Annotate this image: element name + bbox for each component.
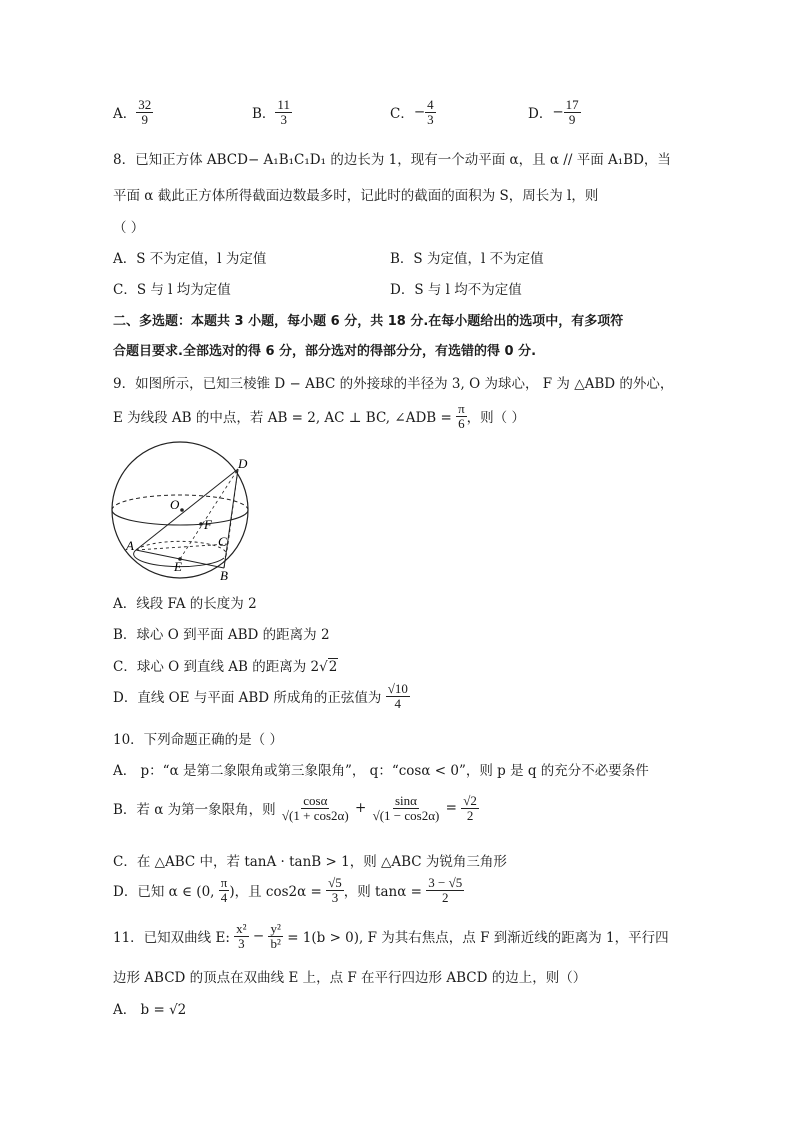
q8-stem-line2: 平面 α 截此正方体所得截面边数最多时，记此时的截面的面积为 S，周长为 l，则: [113, 188, 599, 204]
q9-option-b: B．球心 O 到平面 ABD 的距离为 2: [113, 627, 330, 643]
q7-option-d-fraction: $\frac{17}{9}$: [565, 97, 579, 127]
q11-stem-line1: 11．已知双曲线 E: $\frac{\text{x²}}{3}$ − $\frac{\text{y²}}{\text{b²}}$ = 1(b > 0), F 为其右焦点，点 F 到渐近线的距离为 1，平行四: [113, 921, 669, 951]
q7-option-a-label: A．: [113, 106, 137, 123]
q8-answer-paren: （ ）: [113, 220, 145, 236]
q11-option-a: A． b = √2: [113, 1002, 187, 1018]
q9-option-a: A．线段 FA 的长度为 2: [113, 596, 257, 612]
q7-option-a: [113, 98, 153, 126]
q7-option-c-fraction: $\frac{4}{3}$: [427, 97, 434, 127]
q10-option-b: B．若 α 为第一象限角，则 $\frac{\cos\alpha}{√(1 + \cos 2\alpha)}$ + $\frac{\sin\alpha}{√(1 - \cos 2\alpha)}$ = $\frac{√2}{2}$: [113, 793, 477, 823]
q7-option-b: B． $\frac{11}{3}$: [252, 97, 290, 127]
q10-stem: 10．下列命题正确的是（ ）: [113, 732, 283, 748]
q8-option-b: B．S 为定值，l 不为定值: [390, 251, 544, 267]
fig-label-a: A: [126, 538, 134, 553]
fig-label-c: C: [218, 534, 227, 549]
q9-option-c: C．球心 O 到直线 AB 的距离为 2√2: [113, 659, 338, 675]
q7-option-b-fraction: $\frac{11}{3}$: [277, 97, 290, 127]
q9-sphere-figure: [110, 440, 260, 585]
q10-b-fraction-2: $\frac{\sin\alpha}{√(1 - \cos 2\alpha)}$: [372, 793, 440, 823]
q8-stem-line1: 8．已知正方体 ABCD− A₁B₁C₁D₁ 的边长为 1，现有一个动平面 α，且 α // 平面 A₁BD，当: [113, 152, 671, 168]
q10-b-fraction-3: $\frac{√2}{2}$: [463, 793, 477, 823]
q10-d-fraction-1: $\frac{√5}{3}$: [328, 875, 342, 905]
q10-d-fraction-2: $\frac{3 - √5}{2}$: [428, 875, 463, 905]
q10-d-interval-fraction: $\frac{\pi}{4}$: [220, 875, 228, 905]
q10-option-a: A． p：“α 是第二象限角或第三象限角”， q：“cosα < 0”，则 p 是 q 的充分不必要条件: [113, 763, 649, 779]
q8-option-a: A．S 不为定值，l 为定值: [113, 251, 267, 267]
q10-option-d: D．已知 α ∈ (0, $\frac{\pi}{4}$ )，且 cos2α = $\frac{√5}{3}$ ，则 tanα = $\frac{3 - √5}{2}$: [113, 875, 463, 905]
fig-label-b: B: [220, 568, 228, 583]
section-heading-line1: 二、多选题：本题共 3 小题，每小题 6 分，共 18 分.在每小题给出的选项中，有多项符: [113, 314, 624, 329]
fig-label-e: E: [174, 559, 182, 574]
q8-option-d: D．S 与 l 均不为定值: [390, 282, 522, 298]
q11-stem-line2: 边形 ABCD 的顶点在双曲线 E 上，点 F 在平行四边形 ABCD 的边上，则（）: [113, 970, 587, 986]
q9-stem-line2: E 为线段 AB 的中点，若 AB = 2, AC ⊥ BC, ∠ADB = $\frac{\pi}{6}$ ，则（ ）: [113, 401, 525, 431]
q7-option-c: C．− $\frac{4}{3}$: [390, 97, 434, 127]
q11-fraction-x: $\frac{\text{x²}}{3}$: [236, 921, 247, 951]
q9-stem-line1: 9．如图所示，已知三棱锥 D − ABC 的外接球的半径为 3, O 为球心， F 为 △ABD 的外心，: [113, 376, 674, 392]
fig-label-f: F: [204, 517, 212, 532]
fig-label-o: O: [170, 497, 180, 512]
q7-option-d: D．− $\frac{17}{9}$: [528, 97, 579, 127]
q11-fraction-y: $\frac{\text{y²}}{\text{b²}}$: [270, 921, 281, 951]
q7-option-a-fraction: $\frac{32}{9}$: [138, 97, 152, 127]
q9-option-d-fraction: $\frac{√10}{4}$: [387, 681, 408, 711]
q9-option-d: D．直线 OE 与平面 ABD 所成角的正弦值为 $\frac{√10}{4}$: [113, 681, 408, 711]
q8-option-c: C．S 与 l 均为定值: [113, 282, 231, 298]
q9-angle-fraction: $\frac{\pi}{6}$: [458, 401, 465, 431]
q10-option-c: C．在 △ABC 中，若 tanA · tanB > 1，则 △ABC 为锐角三角形: [113, 854, 507, 870]
fig-label-d: D: [238, 456, 248, 471]
section-heading-line2: 合题目要求.全部选对的得 6 分，部分选对的得部分分，有选错的得 0 分.: [113, 344, 537, 359]
q10-b-fraction-1: $\frac{\cos\alpha}{√(1 + \cos 2\alpha)}$: [281, 793, 349, 823]
